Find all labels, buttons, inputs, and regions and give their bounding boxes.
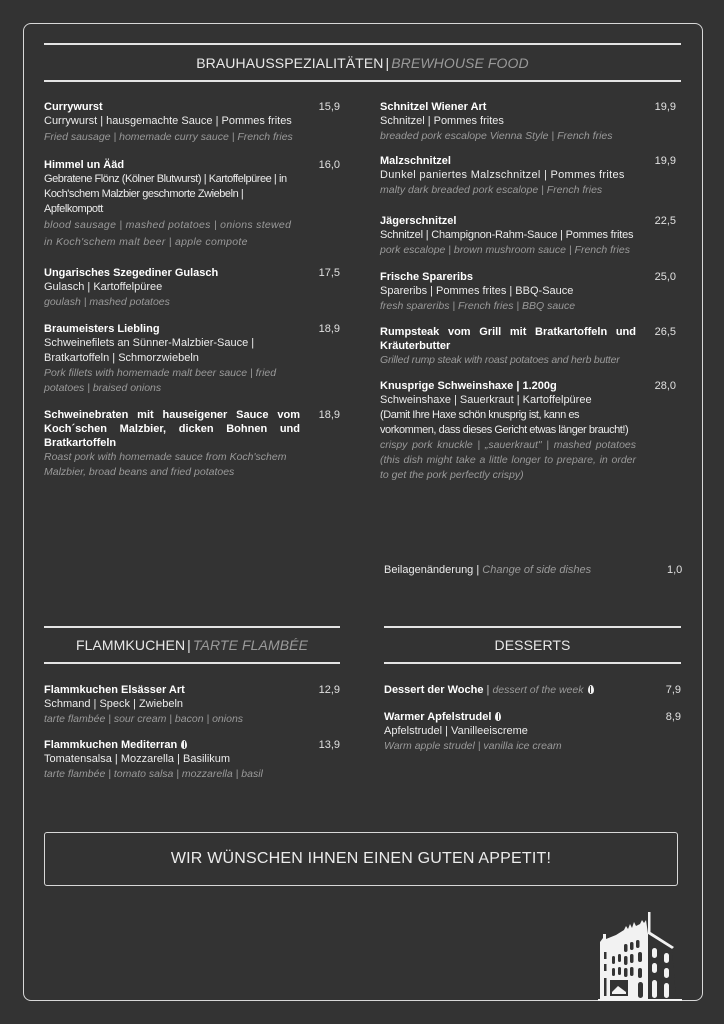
leaf-icon [588, 685, 594, 694]
menu-item: Malzschnitzel Dunkel paniertes Malzschnitzel | Pommes frites malty dark breaded pork escalope | French fries 19,9 [380, 155, 676, 196]
price: 17,5 [318, 267, 340, 279]
price: 25,0 [654, 271, 676, 283]
price: 19,9 [654, 155, 676, 167]
price: 18,9 [318, 323, 340, 335]
menu-item: Knusprige Schweinshaxe | 1.200g Schweinshaxe | Sauerkraut | Kartoffelpüree (Damit Ihre Haxe schön knusprig ist, kann es vorkommen, dass dieses Gericht etwas länger braucht!) crispy pork knuckle | „sauerkraut" | mashed potatoes (this dish might take a little longer to prepare, in order to get the pork perfectly crispy) 28,0 [380, 380, 676, 481]
title-de: BRAUHAUSSPEZIALITÄTEN [196, 55, 384, 71]
flammkuchen-column [44, 683, 340, 782]
desserts-column [384, 683, 681, 754]
menu-item: Dessert der Woche | dessert of the week 7,9 [384, 684, 681, 696]
title-en: BREWHOUSE FOOD [391, 55, 529, 71]
leaf-icon [181, 740, 187, 749]
menu-item: Ungarisches Szegediner Gulasch Gulasch | Kartoffelpüree goulash | mashed potatoes 17,5 [44, 267, 340, 308]
leaf-icon [495, 712, 501, 721]
price: 22,5 [654, 215, 676, 227]
menu-item: Currywurst Currywurst | hausgemachte Sauce | Pommes frites Fried sausage | homemade curry sauce | French fries 15,9 [44, 101, 340, 143]
price: 8,9 [665, 711, 681, 723]
price: 19,9 [654, 101, 676, 113]
price: 26,5 [654, 326, 676, 338]
section-title-desserts: DESSERTS [494, 637, 571, 653]
divider [384, 626, 681, 628]
price: 15,9 [318, 101, 340, 113]
menu-item: Braumeisters Liebling Schweinefilets an Sünner-Malzbier-Sauce | Bratkartoffeln | Schmorzwiebeln Pork fillets with homemade malt beer sauce | fried potatoes | braised onions 18,9 [44, 323, 340, 394]
price: 28,0 [654, 380, 676, 392]
divider [44, 43, 681, 45]
menu-item: Flammkuchen Elsässer Art Schmand | Speck | Zwiebeln tarte flambée | sour cream | bacon | onions 12,9 [44, 684, 340, 725]
divider [44, 662, 340, 664]
brewhouse-left-column [44, 100, 340, 480]
menu-item: Flammkuchen Mediterran Tomatensalsa | Mozzarella | Basilikum tarte flambée | tomato salsa | mozzarella | basil 13,9 [44, 739, 340, 780]
section-title-brewhouse: BRAUHAUSSPEZIALITÄTEN | BREWHOUSE FOOD [196, 55, 529, 71]
menu-item: Jägerschnitzel Schnitzel | Champignon-Rahm-Sauce | Pommes frites pork escalope | brown mushroom sauce | French fries 22,5 [380, 215, 676, 256]
price: 18,9 [318, 409, 340, 421]
brewhouse-right-column [380, 100, 676, 483]
menu-item: Warmer Apfelstrudel Apfelstrudel | Vanilleeiscreme Warm apple strudel | vanilla ice cream 8,9 [384, 711, 681, 752]
price: 16,0 [318, 159, 340, 171]
section-title-flammkuchen: FLAMMKUCHEN | TARTE FLAMBÉE [75, 637, 309, 653]
menu-item: Schnitzel Wiener Art Schnitzel | Pommes frites breaded pork escalope Vienna Style | French fries 19,9 [380, 101, 676, 142]
divider [44, 80, 681, 82]
menu-item: Rumpsteak vom Grill mit Bratkartoffeln und Kräuterbutter Grilled rump steak with roast potatoes and herb butter 26,5 [380, 326, 676, 366]
divider [44, 626, 340, 628]
menu-item: Schweinebraten mit hauseigener Sauce vom Koch´schen Malzbier, dicken Bohnen und Bratkartoffeln Roast pork with homemade sauce from Koch'schem Malzbier, broad beans and fried potatoes 18,9 [44, 409, 340, 478]
side-change-price: 1,0 [667, 564, 683, 576]
menu-item: Frische Spareribs Spareribs | Pommes frites | BBQ-Sauce fresh spareribs | French fries | BBQ sauce 25,0 [380, 271, 676, 312]
brewhouse-building-icon [598, 912, 682, 1002]
price: 7,9 [665, 684, 681, 696]
greeting-banner: WIR WÜNSCHEN IHNEN EINEN GUTEN APPETIT! [44, 832, 678, 886]
price: 13,9 [318, 739, 340, 751]
divider [384, 662, 681, 664]
menu-item: Himmel un Ääd Gebratene Flönz (Kölner Blutwurst) | Kartoffelpüree | in Koch'schem Malzbier geschmorte Zwiebeln | Apfelkompott blood sausage | mashed potatoes | onions stewed in Koch'schem malt beer | apple compote 16,0 [44, 159, 340, 248]
price: 12,9 [318, 684, 340, 696]
side-change-line: Beilagenänderung | Change of side dishes [384, 564, 592, 576]
